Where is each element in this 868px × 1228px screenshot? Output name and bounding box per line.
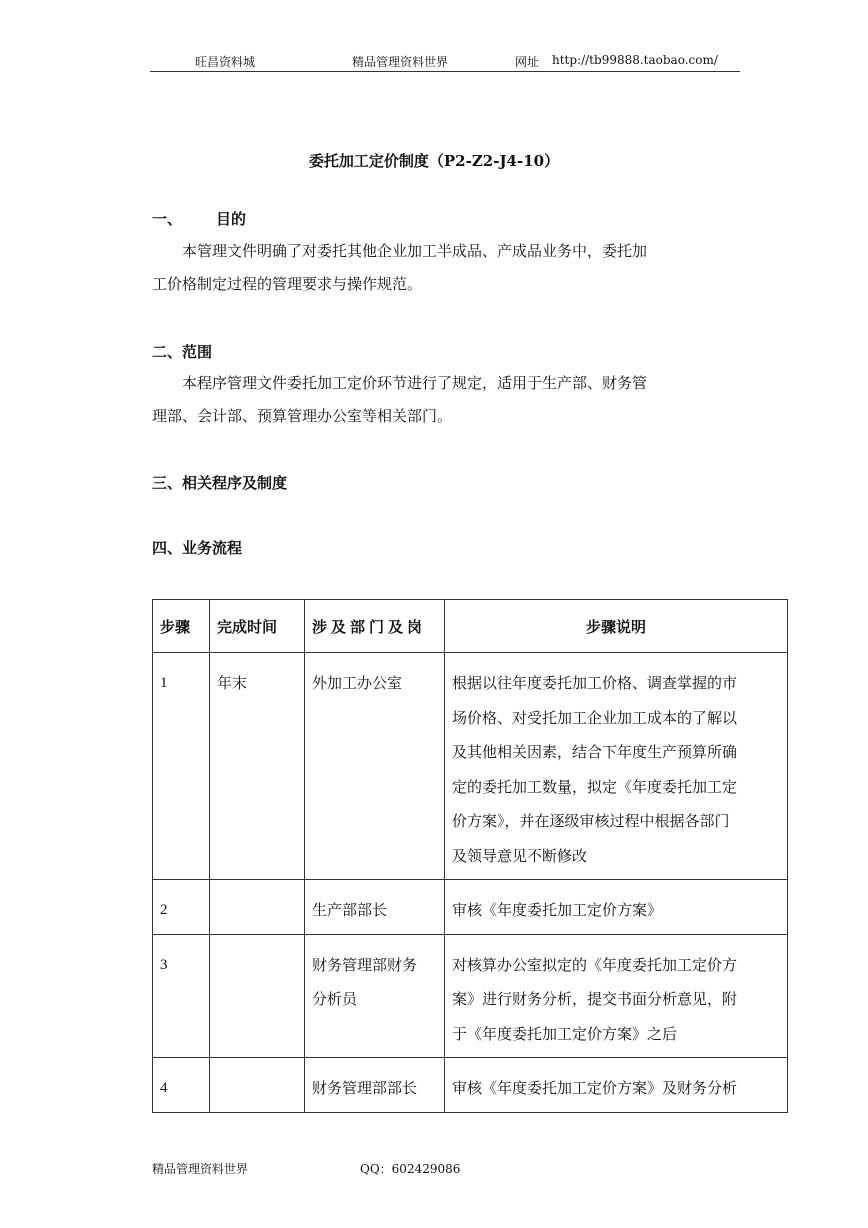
paragraph-line: 工价格制定过程的管理要求与操作规范。	[152, 275, 423, 293]
column-header-time: 完成时间	[210, 600, 305, 653]
cell-line: 分析员	[312, 990, 358, 1008]
footer-qq: QQ：602429086	[360, 1162, 461, 1176]
description-cell	[445, 880, 788, 935]
table-row	[153, 934, 788, 1058]
section-title: 相关程序及制度	[182, 474, 288, 492]
cell-line: 定的委托加工数量，拟定《年度委托加工定	[452, 777, 738, 796]
paragraph-line: 理部、会计部、预算管理办公室等相关部门。	[152, 407, 453, 425]
step-number-cell: 2	[153, 880, 210, 935]
description-cell	[445, 1058, 788, 1113]
cell-line: 生产部部长	[312, 901, 388, 919]
section-title: 范围	[182, 343, 213, 361]
section-number: 一、	[152, 210, 183, 228]
section-body-scope	[152, 367, 752, 433]
header-url-link[interactable]: http://tb99888.taobao.com/	[552, 53, 718, 67]
cell-line: 价方案》，并在逐级审核过程中根据各部门	[452, 812, 730, 830]
section-heading-purpose	[152, 208, 246, 229]
cell-line: 财务管理部财务	[312, 955, 418, 974]
header-brand: 精品管理资料世界	[352, 55, 449, 69]
section-number: 四、	[152, 539, 183, 557]
cell-line: 对核算办公室拟定的《年度委托加工定价方	[452, 955, 738, 974]
cell-line: 场价格、对受托加工企业加工成本的了解以	[452, 708, 738, 727]
cell-line: 外加工办公室	[312, 674, 403, 692]
cell-line: 根据以往年度委托加工价格、调查掌握的市	[452, 674, 738, 692]
step-number-cell: 3	[153, 934, 210, 1058]
paragraph-line: 本程序管理文件委托加工定价环节进行了规定，适用于生产部、财务管	[182, 374, 648, 392]
column-header-department: 涉及部门及岗	[305, 600, 445, 653]
description-cell	[445, 934, 788, 1058]
section-heading-workflow	[152, 537, 242, 558]
step-number-cell: 1	[153, 653, 210, 880]
step-number-cell: 4	[153, 1058, 210, 1113]
table-header-row	[153, 600, 788, 653]
section-title: 目的	[216, 210, 247, 228]
table-row	[153, 1058, 788, 1113]
completion-time-cell	[210, 934, 305, 1058]
cell-line: 及领导意见不断修改	[452, 846, 588, 865]
completion-time-cell: 年末	[210, 653, 305, 880]
cell-line: 财务管理部部长	[312, 1079, 418, 1097]
section-heading-scope	[152, 341, 212, 362]
description-cell	[445, 653, 788, 880]
section-number: 三、	[152, 474, 183, 492]
cell-line: 审核《年度委托加工定价方案》及财务分析	[452, 1079, 738, 1097]
header-divider	[150, 71, 740, 72]
cell-line: 于《年度委托加工定价方案》之后	[452, 1024, 678, 1043]
footer-brand: 精品管理资料世界	[152, 1162, 249, 1176]
table-row	[153, 880, 788, 935]
department-cell	[305, 653, 445, 880]
cell-line: 审核《年度委托加工定价方案》	[452, 901, 663, 919]
completion-time-cell	[210, 1058, 305, 1113]
header-shop-name: 旺昌资料城	[195, 55, 256, 69]
department-cell	[305, 934, 445, 1058]
table-row	[153, 653, 788, 880]
section-number: 二、	[152, 343, 183, 361]
cell-line: 及其他相关因素，结合下年度生产预算所确	[452, 743, 738, 761]
document-title: 委托加工定价制度（P2-Z2-J4-10）	[308, 152, 560, 170]
cell-line: 案》进行财务分析，提交书面分析意见，附	[452, 990, 738, 1008]
section-heading-procedures	[152, 472, 287, 493]
paragraph-line: 本管理文件明确了对委托其他企业加工半成品、产成品业务中，委托加	[182, 242, 648, 260]
column-header-step: 步骤	[153, 600, 210, 653]
header-url-label: 网址	[515, 55, 540, 69]
section-body-purpose	[152, 235, 752, 301]
department-cell	[305, 880, 445, 935]
section-title: 业务流程	[182, 539, 243, 557]
department-cell	[305, 1058, 445, 1113]
completion-time-cell	[210, 880, 305, 935]
workflow-table	[152, 599, 788, 1113]
column-header-description: 步骤说明	[445, 600, 788, 653]
